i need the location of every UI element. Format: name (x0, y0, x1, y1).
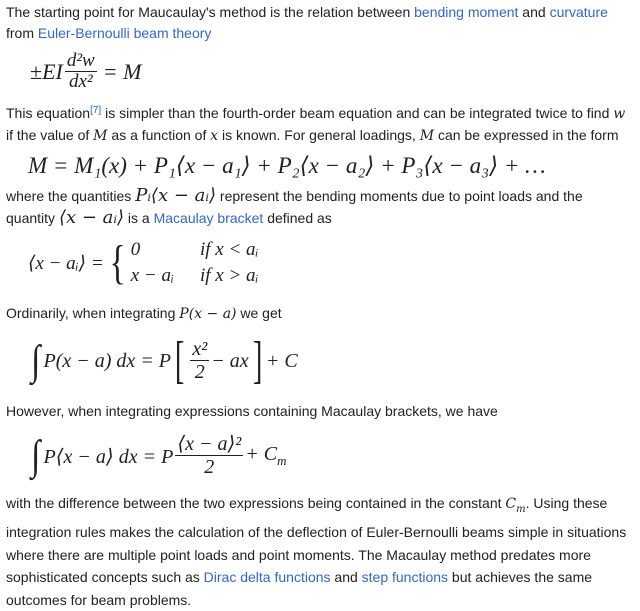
paragraph-ordinarily: Ordinarily, when integrating P(x − a) we get (6, 305, 282, 322)
link-dirac-delta-functions[interactable]: Dirac delta functions (203, 569, 331, 586)
equation-general-moment: M = M₁(x) + P₁⟨x − a₁⟩ + P₂⟨x − a₂⟩ + P₃⟨x − a₃⟩ + … (28, 153, 546, 178)
citation-7[interactable]: [7] (90, 105, 102, 116)
paragraph-however: However, when integrating expressions containing Macaulay brackets, we have (6, 403, 498, 419)
equation-macaulay-integral: ∫ P⟨x − a⟩ dx = P $\frac{\text{⟨x − a⟩²}}{2}$ + $C_m$ (31, 433, 287, 479)
link-euler-bernoulli-beam-theory[interactable]: Euler-Bernoulli beam theory (37, 25, 212, 41)
link-step-functions[interactable]: step functions (361, 569, 449, 586)
integral-sign: ∫ (31, 338, 41, 384)
equation-ordinary-integral: ∫ P(x − a) dx = P [ $\frac{\text{x²}}{2}$ − ax ] + C (31, 332, 298, 389)
left-brace: { (109, 236, 126, 289)
link-bending-moment[interactable]: bending moment (414, 4, 519, 20)
fraction: $\frac{\text{⟨x − a⟩²}}{2}$ (177, 433, 242, 478)
cases: 0 if x < aᵢ x − aᵢ if x > aᵢ (130, 239, 259, 286)
link-curvature[interactable]: curvature (549, 4, 608, 20)
link-macaulay-bracket[interactable]: Macaulay bracket (153, 210, 264, 226)
right-bracket: ] (252, 332, 263, 389)
paragraph-equation-description: This equation[7] is simpler than the fourth-order beam equation and can be integrated twice to find w if the value of M as a function of x is known. For general loadings, M can be expressed in the form (6, 105, 626, 144)
fraction: $\frac{\text{d²w}}{\text{dx²}}$ (66, 50, 95, 93)
fraction: $\frac{\text{x²}}{2}$ (192, 338, 208, 383)
left-bracket: [ (174, 332, 185, 389)
paragraph-intro: The starting point for Maucaulay's method is the relation between bending moment and curvature from Euler-Bernoulli beam theory (6, 4, 608, 41)
integral-sign: ∫ (31, 433, 41, 479)
equation-macaulay-bracket-definition: ⟨x − aᵢ⟩ = { 0 if x < aᵢ x − aᵢ if x > aᵢ (28, 236, 259, 289)
paragraph-quantities: where the quantities Pᵢ⟨x − aᵢ⟩ represent the bending moments due to point loads and the quantity ⟨x − aᵢ⟩ is a Macaulay bracket defined as (6, 185, 583, 228)
paragraph-conclusion: with the difference between the two expressions being contained in the constant $C_m$. Using these integration rules makes the calculation of the deflection of Euler-Bernoulli beams simple in situations where there are multiple point loads and point moments. The Macaulay method predates more sophisticated concepts such as Dirac delta functions and step functions but achieves the same outcomes for beam problems. (6, 495, 627, 608)
equation-bending-moment: ± EI $\frac{\text{d²w}}{\text{dx²}}$ = M (30, 50, 142, 93)
